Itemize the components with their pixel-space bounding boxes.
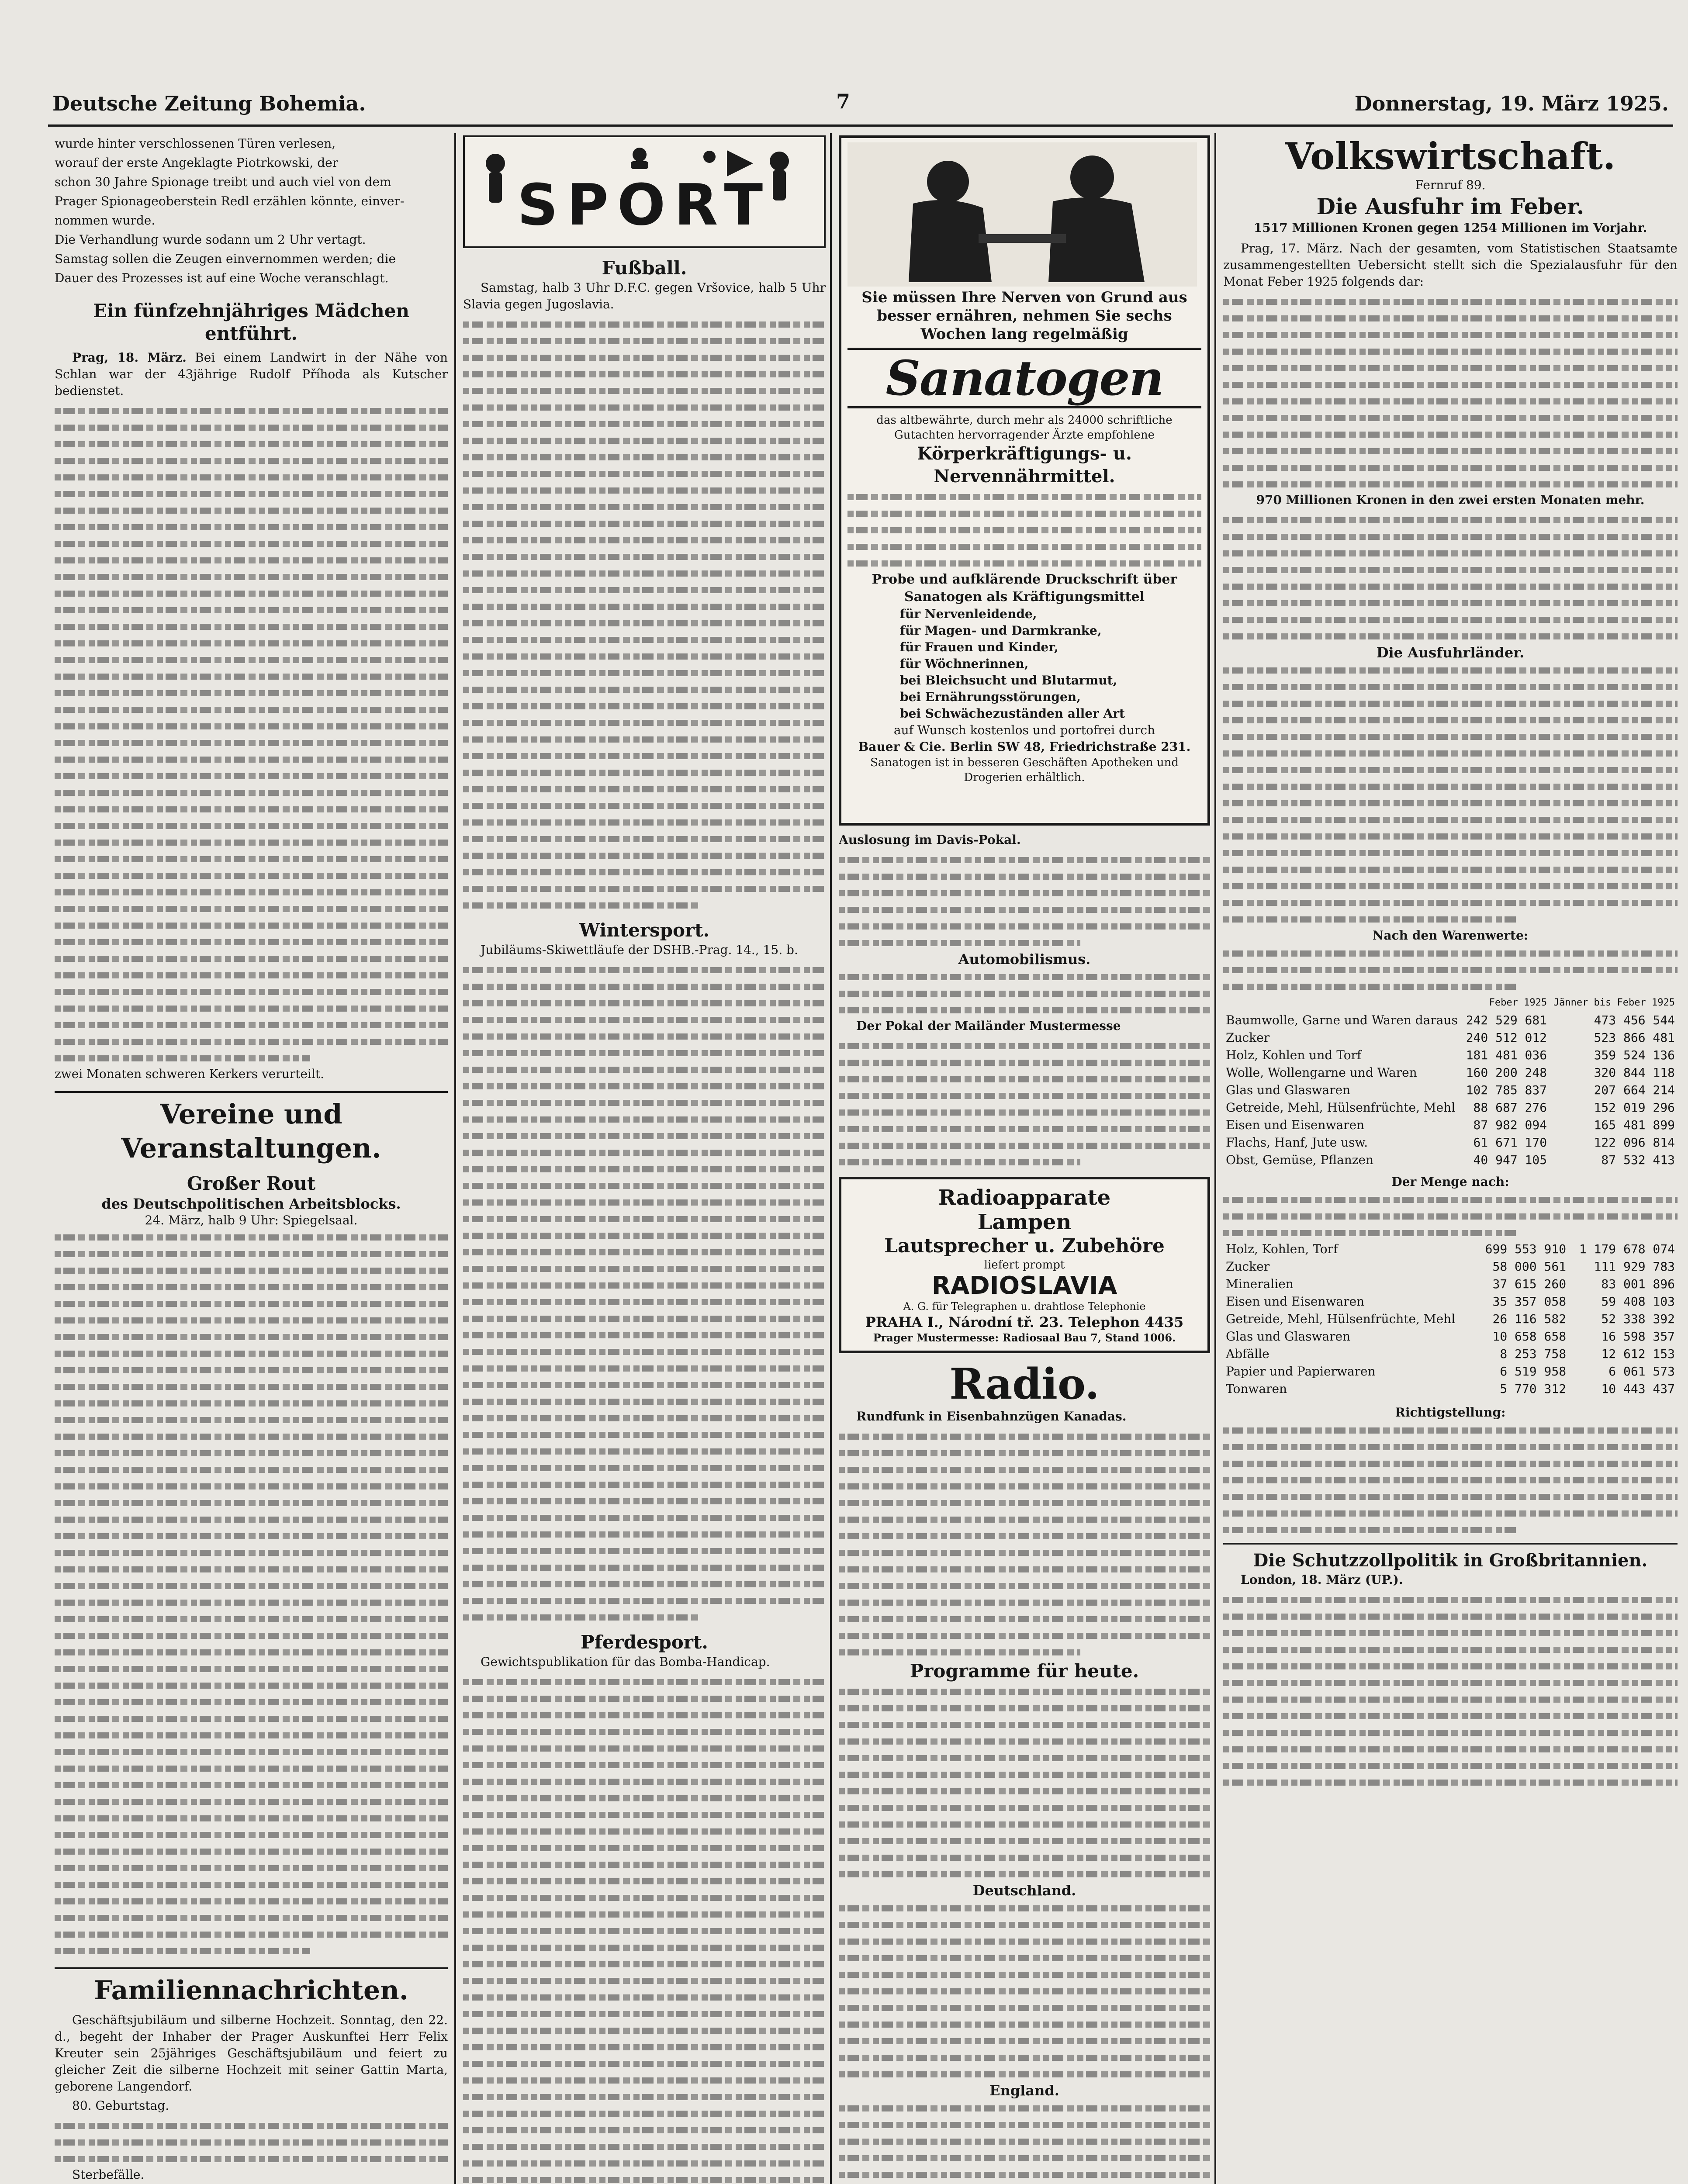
row-value-b: 83 001 896: [1601, 1277, 1675, 1291]
fussball-filler: [463, 315, 826, 913]
pferde-lead: Gewichtspublikation für das Bomba-Handicap.: [481, 1655, 770, 1669]
auto-filler: [839, 968, 1210, 1018]
warenwerte-filler: [1223, 944, 1678, 994]
intro-line-1: wurde hinter verschlossenen Türen verlesen,: [55, 136, 336, 151]
sanatogen-list-item: für Frauen und Kinder,: [900, 640, 1058, 654]
warenwerte-table: [1223, 994, 1678, 1169]
radio-filler: [839, 1427, 1210, 1660]
radioslavia-line-7: Prager Mustermesse: Radiosaal Bau 7, Stand 1006.: [873, 1331, 1176, 1344]
table-row: [1223, 1310, 1678, 1328]
article-headline: Ein fünfzehnjähriges Mädchen entführt.: [93, 300, 409, 344]
vereine-heading: Vereine und Veranstaltungen.: [121, 1098, 381, 1164]
table-row: [1223, 1082, 1678, 1099]
programme-heading: Programme für heute.: [910, 1660, 1139, 1682]
row-value-a: 40 947 105: [1473, 1153, 1547, 1167]
row-value-a: 5 770 312: [1500, 1382, 1567, 1396]
radioslavia-ad: [839, 1177, 1210, 1353]
paper-name: Deutsche Zeitung Bohemia.: [52, 92, 366, 115]
pferde-heading: Pferdesport.: [581, 1631, 708, 1653]
programme-filler: [839, 1683, 1210, 1882]
sanatogen-request: auf Wunsch kostenlos und portofrei durch: [893, 723, 1155, 737]
sanatogen-line-a: das altbewährte, durch mehr als 24000 schriftliche: [876, 414, 1173, 427]
row-value-a: 87 982 094: [1473, 1118, 1547, 1132]
row-value-a: 26 116 582: [1492, 1312, 1567, 1326]
row-value-b: 359 524 136: [1594, 1048, 1675, 1062]
column-3: [839, 135, 1210, 2184]
warenwerte-heading: Nach den Warenwerte:: [1372, 928, 1529, 943]
row-label: Abfälle: [1226, 1347, 1269, 1361]
radioslavia-line-5: A. G. für Telegraphen u. drahtlose Telephonie: [903, 1300, 1146, 1313]
table-row: [1223, 1345, 1678, 1363]
row-label: Baumwolle, Garne und Waren daraus: [1226, 1013, 1458, 1027]
row-label: Mineralien: [1226, 1277, 1294, 1291]
pferde-filler: [463, 1673, 826, 2184]
sanatogen-ad: [839, 135, 1210, 826]
england-heading: England.: [989, 2082, 1059, 2099]
table-row: [1223, 1363, 1678, 1380]
sanatogen-list-item: bei Schwächezuständen aller Art: [900, 706, 1125, 721]
article-dateline: Prag, 18. März.: [72, 350, 187, 365]
row-value-b: 122 096 814: [1594, 1135, 1675, 1150]
masthead-right: [1267, 92, 1669, 118]
article-verdict: zwei Monaten schweren Kerkers verurteilt.: [55, 1067, 325, 1081]
row-label: Tonwaren: [1226, 1382, 1287, 1396]
ausfuhr-filler: [1223, 293, 1678, 492]
row-label: Holz, Kohlen und Torf: [1226, 1048, 1362, 1062]
row-label: Obst, Gemüse, Pflanzen: [1226, 1153, 1374, 1167]
header-rule: [48, 124, 1673, 127]
row-value-b: 10 443 437: [1601, 1382, 1675, 1396]
sanatogen-list-item: bei Ernährungsstörungen,: [900, 690, 1081, 704]
correction-filler: [1223, 1421, 1678, 1538]
ausfuhr-bold-line: 970 Millionen Kronen in den zwei ersten Monaten mehr.: [1256, 493, 1645, 507]
row-label: Glas und Glaswaren: [1226, 1083, 1351, 1097]
radioslavia-line-2: Lampen: [977, 1210, 1072, 1234]
familien-lead: Geschäftsjubiläum und silberne Hochzeit. Sonntag, den 22. d., begeht der Inhaber der Prager Auskunftei Herr Felix Kreuter sein 25jähriges Geschäftsjubiläum und feiert zu gleicher Zeit die silberne Hochzeit mit seiner Gattin Marta, geborene Langendorf.: [55, 2013, 448, 2094]
table-row: [1223, 1029, 1678, 1047]
winter-heading: Wintersport.: [579, 919, 710, 941]
row-label: Flachs, Hanf, Jute usw.: [1226, 1135, 1368, 1150]
intro-line-5: nommen wurde.: [55, 213, 156, 228]
sanatogen-list-item: für Nervenleidende,: [900, 607, 1037, 621]
row-label: Getreide, Mehl, Hülsenfrüchte, Mehl: [1226, 1100, 1456, 1115]
row-label: Zucker: [1226, 1030, 1270, 1045]
fussball-lead: Samstag, halb 3 Uhr D.F.C. gegen Vršovice, halb 5 Uhr Slavia gegen Jugoslavia.: [463, 280, 826, 311]
row-label: Getreide, Mehl, Hülsenfrüchte, Mehl: [1226, 1312, 1456, 1326]
row-label: Eisen und Eisenwaren: [1226, 1294, 1365, 1309]
masthead-left: [52, 92, 489, 118]
row-value-a: 8 253 758: [1500, 1347, 1567, 1361]
sanatogen-headline-1: Sie müssen Ihre Nerven von Grund aus: [861, 289, 1187, 306]
row-value-a: 242 529 681: [1466, 1013, 1547, 1027]
sanatogen-brand: Sanatogen: [847, 348, 1201, 408]
menge-table: [1223, 1241, 1678, 1398]
row-value-a: 35 357 058: [1492, 1294, 1567, 1309]
row-value-b: 152 019 296: [1594, 1100, 1675, 1115]
sanatogen-line-b: Gutachten hervorragender Ärzte empfohlene: [894, 429, 1155, 442]
winter-lead: Jubiläums-Skiwettläufe der DSHB.-Prag. 14., 15. b.: [481, 943, 798, 957]
radioslavia-line-1: Radioapparate: [938, 1185, 1111, 1210]
table-header-row: [1223, 994, 1678, 1012]
obituary-label: Sterbefälle.: [72, 2167, 145, 2182]
ausfuhrlaender-filler: [1223, 661, 1678, 927]
sanatogen-list-item: bei Bleichsucht und Blutarmut,: [900, 673, 1117, 688]
table-row: [1223, 1275, 1678, 1293]
column-1: [55, 135, 448, 2184]
table-row: [1223, 1258, 1678, 1275]
intro-line-2: worauf der erste Angeklagte Piotrkowski, der: [55, 156, 339, 170]
row-value-b: 523 866 481: [1594, 1030, 1675, 1045]
radioslavia-line-3: Lautsprecher u. Zubehöre: [884, 1235, 1165, 1257]
ausfuhr-deck: 1517 Millionen Kronen gegen 1254 Millionen im Vorjahr.: [1253, 221, 1647, 235]
row-value-b: 320 844 118: [1594, 1065, 1675, 1080]
row-label: Wolle, Wollengarne und Waren: [1226, 1065, 1417, 1080]
table-row: [1223, 1241, 1678, 1258]
row-value-a: 699 553 910: [1485, 1242, 1567, 1256]
sanatogen-probe-title: Probe und aufklärende Druckschrift über: [872, 572, 1177, 587]
davis-pokal-heading: Auslosung im Davis-Pokal.: [839, 833, 1021, 847]
rout-heading: Großer Rout: [187, 1173, 316, 1194]
row-value-a: 240 512 012: [1466, 1030, 1547, 1045]
article-lead-text: Bei einem Landwirt in der Nähe von Schlan war der 43jährige Rudolf Příhoda als Kutscher bedienstet.: [55, 350, 448, 398]
table-header-year-a: Feber 1925: [1489, 997, 1547, 1008]
row-value-b: 87 532 413: [1601, 1153, 1675, 1167]
sport-banner-title: SPORT: [517, 172, 772, 238]
volkswirtschaft-phone: Fernruf 89.: [1415, 178, 1486, 192]
article-lead: [55, 349, 448, 399]
radio-lead: Rundfunk in Eisenbahnzügen Kanadas.: [856, 1409, 1127, 1424]
familien-filler: [55, 2117, 448, 2167]
row-value-a: 88 687 276: [1473, 1100, 1547, 1115]
volkswirtschaft-heading: Volkswirtschaft.: [1285, 135, 1616, 178]
davis-filler: [839, 851, 1210, 950]
sanatogen-list: [847, 606, 1201, 722]
row-value-b: 12 612 153: [1601, 1347, 1675, 1361]
row-value-b: 473 456 544: [1594, 1013, 1675, 1027]
row-value-a: 181 481 036: [1466, 1048, 1547, 1062]
sanatogen-address: Bauer & Cie. Berlin SW 48, Friedrichstraße 231.: [858, 740, 1191, 754]
radioslavia-line-6: PRAHA I., Národní tř. 23. Telephon 4435: [865, 1314, 1184, 1330]
intro-line-8: Dauer des Prozesses ist auf eine Woche veranschlagt.: [55, 271, 389, 285]
table-row: [1223, 1151, 1678, 1169]
table-row: [1223, 1134, 1678, 1151]
ausfuhr-filler-2: [1223, 511, 1678, 644]
intro-line-7: Samstag sollen die Zeugen einvernommen werden; die: [55, 252, 396, 266]
row-value-b: 111 929 783: [1594, 1259, 1675, 1274]
sanatogen-headline-3: Wochen lang regelmäßig: [920, 325, 1128, 343]
menge-heading: Der Menge nach:: [1391, 1175, 1509, 1189]
row-value-a: 61 671 170: [1473, 1135, 1547, 1150]
intro-line-3: schon 30 Jahre Spionage treibt und auch viel von dem: [55, 175, 391, 189]
schutzzoll-lead: London, 18. März (UP.).: [1241, 1572, 1403, 1587]
table-row: [1223, 1380, 1678, 1398]
table-row: [1223, 1012, 1678, 1029]
row-value-b: 52 338 392: [1601, 1312, 1675, 1326]
row-value-b: 59 408 103: [1601, 1294, 1675, 1309]
radioslavia-brand: RADIOSLAVIA: [931, 1272, 1117, 1300]
sanatogen-probe-sub: Sanatogen als Kräftigungsmittel: [904, 589, 1145, 605]
article-body-filler: [55, 402, 448, 1066]
column-rule-1: [454, 133, 456, 2184]
england-filler: [839, 2099, 1210, 2182]
winter-filler: [463, 961, 826, 1625]
sanatogen-headline-2: besser ernähren, nehmen Sie sechs: [877, 307, 1172, 325]
correction-heading: Richtigstellung:: [1395, 1405, 1506, 1420]
deutschland-filler: [839, 1899, 1210, 2082]
ausfuhr-heading: Die Ausfuhr im Feber.: [1316, 194, 1584, 219]
radio-heading: Radio.: [949, 1359, 1100, 1409]
row-value-b: 6 061 573: [1608, 1364, 1675, 1379]
table-row: [1223, 1293, 1678, 1310]
ausfuhrlaender-heading: Die Ausfuhrländer.: [1376, 644, 1525, 661]
issue-date: Donnerstag, 19. März 1925.: [1354, 92, 1669, 115]
row-label: Glas und Glaswaren: [1226, 1329, 1351, 1344]
rout-date: 24. März, halb 9 Uhr: Spiegelsaal.: [145, 1213, 358, 1227]
row-value-b: 207 664 214: [1594, 1083, 1675, 1097]
familien-heading: Familiennachrichten.: [94, 1975, 408, 2006]
schutzzoll-heading: Die Schutzzollpolitik in Großbritannien.: [1253, 1550, 1648, 1571]
sanatogen-list-item: für Wöchnerinnen,: [900, 657, 1029, 671]
page-number: 7: [836, 90, 850, 113]
auto-heading: Automobilismus.: [958, 951, 1091, 968]
sanatogen-list-item: für Magen- und Darmkranke,: [900, 623, 1102, 638]
column-4: [1223, 135, 1678, 2184]
row-label: Papier und Papierwaren: [1226, 1364, 1376, 1379]
table-header-label: [1223, 994, 1463, 1012]
row-label: Zucker: [1226, 1259, 1270, 1274]
row-value-a: 10 658 658: [1492, 1329, 1567, 1344]
sport-banner: [463, 135, 826, 248]
birthday-label: 80. Geburtstag.: [72, 2098, 169, 2113]
sanatogen-body-filler: [847, 488, 1201, 571]
intro-line-6: Die Verhandlung wurde sodann um 2 Uhr vertagt.: [55, 232, 366, 247]
radioslavia-line-4: liefert prompt: [984, 1258, 1065, 1272]
row-value-a: 58 000 561: [1492, 1259, 1567, 1274]
table-row: [1223, 1099, 1678, 1116]
row-value-a: 160 200 248: [1466, 1065, 1547, 1080]
intro-line-4: Prager Spionageoberstein Redl erzählen könnte, einver-: [55, 194, 405, 208]
row-label: Holz, Kohlen, Torf: [1226, 1242, 1338, 1256]
table-row: [1223, 1064, 1678, 1082]
ausfuhr-lead: Prag, 17. März. Nach der gesamten, vom Statistischen Staatsamte zusammengestellten Uebersicht stellt sich die Spezialausfuhr für den Monat Feber 1925 folgends dar:: [1223, 241, 1678, 289]
row-value-b: 1 179 678 074: [1579, 1242, 1675, 1256]
column-rule-2: [830, 133, 832, 2184]
page-number-block: [821, 90, 865, 116]
row-value-b: 165 481 899: [1594, 1118, 1675, 1132]
schutzzoll-filler: [1223, 1591, 1678, 1790]
row-value-b: 16 598 357: [1601, 1329, 1675, 1344]
column-2: [463, 135, 826, 2184]
sanatogen-illustration: [847, 142, 1197, 287]
mustermesse-filler: [839, 1037, 1210, 1170]
table-row: [1223, 1116, 1678, 1134]
table-header-year-b: Jänner bis Feber 1925: [1553, 997, 1675, 1008]
fussball-heading: Fußball.: [602, 257, 687, 279]
rout-subheading: des Deutschpolitischen Arbeitsblocks.: [101, 1196, 401, 1212]
vereine-body-filler: [55, 1228, 448, 1959]
table-row: [1223, 1047, 1678, 1064]
deutschland-heading: Deutschland.: [972, 1882, 1076, 1899]
row-value-a: 102 785 837: [1466, 1083, 1547, 1097]
row-label: Eisen und Eisenwaren: [1226, 1118, 1365, 1132]
sanatogen-product: Körperkräftigungs- u. Nervennährmittel.: [917, 443, 1132, 487]
mustermesse-heading: Der Pokal der Mailänder Mustermesse: [856, 1019, 1121, 1033]
row-value-a: 6 519 958: [1500, 1364, 1567, 1379]
row-value-a: 37 615 260: [1492, 1277, 1567, 1291]
column-rule-3: [1214, 133, 1216, 2184]
sanatogen-footer: Sanatogen ist in besseren Geschäften Apotheken und Drogerien erhältlich.: [870, 756, 1179, 784]
menge-filler: [1223, 1191, 1678, 1241]
table-row: [1223, 1328, 1678, 1345]
